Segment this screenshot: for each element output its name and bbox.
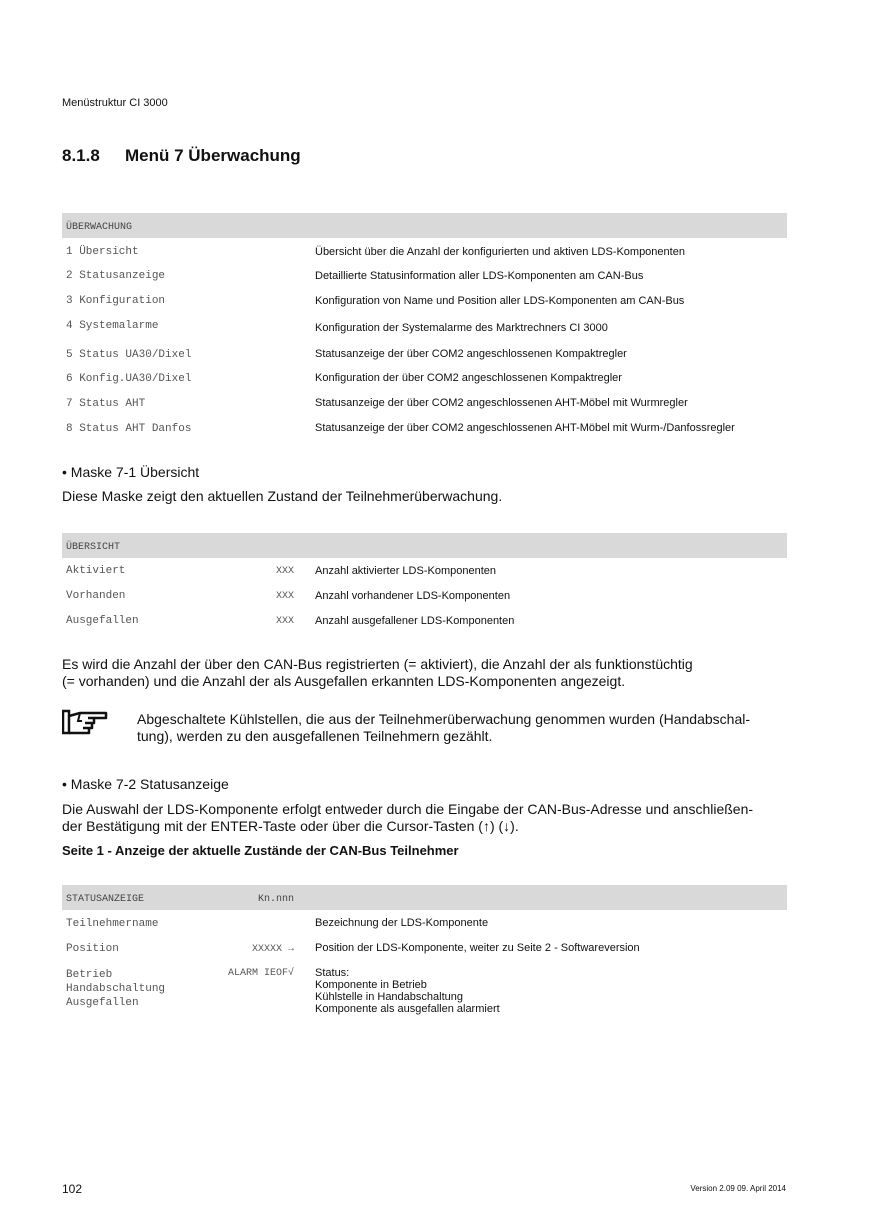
mask-7-2-intro: Die Auswahl der LDS-Komponente erfolgt entweder durch die Eingabe der CAN-Bus-Adresse und anschließen- der Bestätigung mit der ENTER-Taste oder über die Cursor-Tasten (↑) (↓). [62,801,754,834]
status-table [62,885,787,1020]
table-row: Teilnehmername Bezeichnung der LDS-Komponente [66,917,489,930]
table-row: Betrieb Handabschaltung Ausgefallen ALARM IEOF√ Status: Komponente in Betrieb Kühlstelle in Handabschaltung Komponente als ausgefallen alarmiert [66,967,500,1015]
page-1-subheading: Seite 1 - Anzeige der aktuelle Zustände der CAN-Bus Teilnehmer [62,843,459,858]
table-header: STATUSANZEIGE Kn.nnn [62,885,787,910]
table-row: Vorhanden XXX Anzahl vorhandener LDS-Komponenten [66,590,511,602]
table-row: Aktiviert XXX Anzahl aktivierter LDS-Komponenten [66,565,496,577]
note-text: Abgeschaltete Kühlstellen, die aus der Teilnehmerüberwachung genommen wurden (Handabschal- tung), werden zu den ausgefallenen Teilnehmern gezählt. [137,711,751,744]
menu-table [62,213,787,440]
mask-7-1-explanation: Es wird die Anzahl der über den CAN-Bus registrierten (= aktiviert), die Anzahl der als funktionstüchtig (= vorhanden) und die Anzahl der als Ausgefallen erkannten LDS-Komponenten angezeigt. [62,656,693,689]
section-title: Menü 7 Überwachung [125,146,301,165]
table-row: Position XXXXX → Position der LDS-Komponente, weiter zu Seite 2 - Softwareversion [66,942,640,955]
table-header: ÜBERSICHT [62,533,787,558]
table-row: 3 Konfiguration Konfiguration von Name und Position aller LDS-Komponenten am CAN-Bus [66,295,685,307]
table-row: Ausgefallen XXX Anzahl ausgefallener LDS-Komponenten [66,615,515,627]
bullet-mask-7-1: • Maske 7-1 Übersicht [62,464,200,480]
page-number: 102 [62,1182,83,1196]
section-heading [62,146,301,166]
mask-7-1-intro: Diese Maske zeigt den aktuellen Zustand der Teilnehmerüberwachung. [62,488,503,504]
table-header: ÜBERWACHUNG [62,213,787,238]
overview-table [62,533,787,633]
section-number: 8.1.8 [62,146,100,165]
table-row: 5 Status UA30/Dixel Statusanzeige der über COM2 angeschlossenen Kompaktregler [66,348,627,361]
table-row: 4 Systemalarme Konfiguration der Systemalarme des Marktrechners CI 3000 [66,320,608,334]
table-row: 1 Übersicht Übersicht über die Anzahl der konfigurierten und aktiven LDS-Komponenten [66,246,685,258]
bullet-mask-7-2: • Maske 7-2 Statusanzeige [62,776,229,792]
running-header: Menüstruktur CI 3000 [62,97,168,109]
pointing-hand-icon [62,708,108,738]
table-row: 2 Statusanzeige Detaillierte Statusinformation aller LDS-Komponenten am CAN-Bus [66,270,644,282]
table-row: 7 Status AHT Statusanzeige der über COM2 angeschlossenen AHT-Möbel mit Wurmregler [66,397,688,410]
version-info: Version 2.09 09. April 2014 [690,1184,786,1193]
table-row: 6 Konfig.UA30/Dixel Konfiguration der über COM2 angeschlossenen Kompaktregler [66,372,622,385]
table-row: 8 Status AHT Danfos Statusanzeige der über COM2 angeschlossenen AHT-Möbel mit Wurm-/Danfossregler [66,422,735,435]
